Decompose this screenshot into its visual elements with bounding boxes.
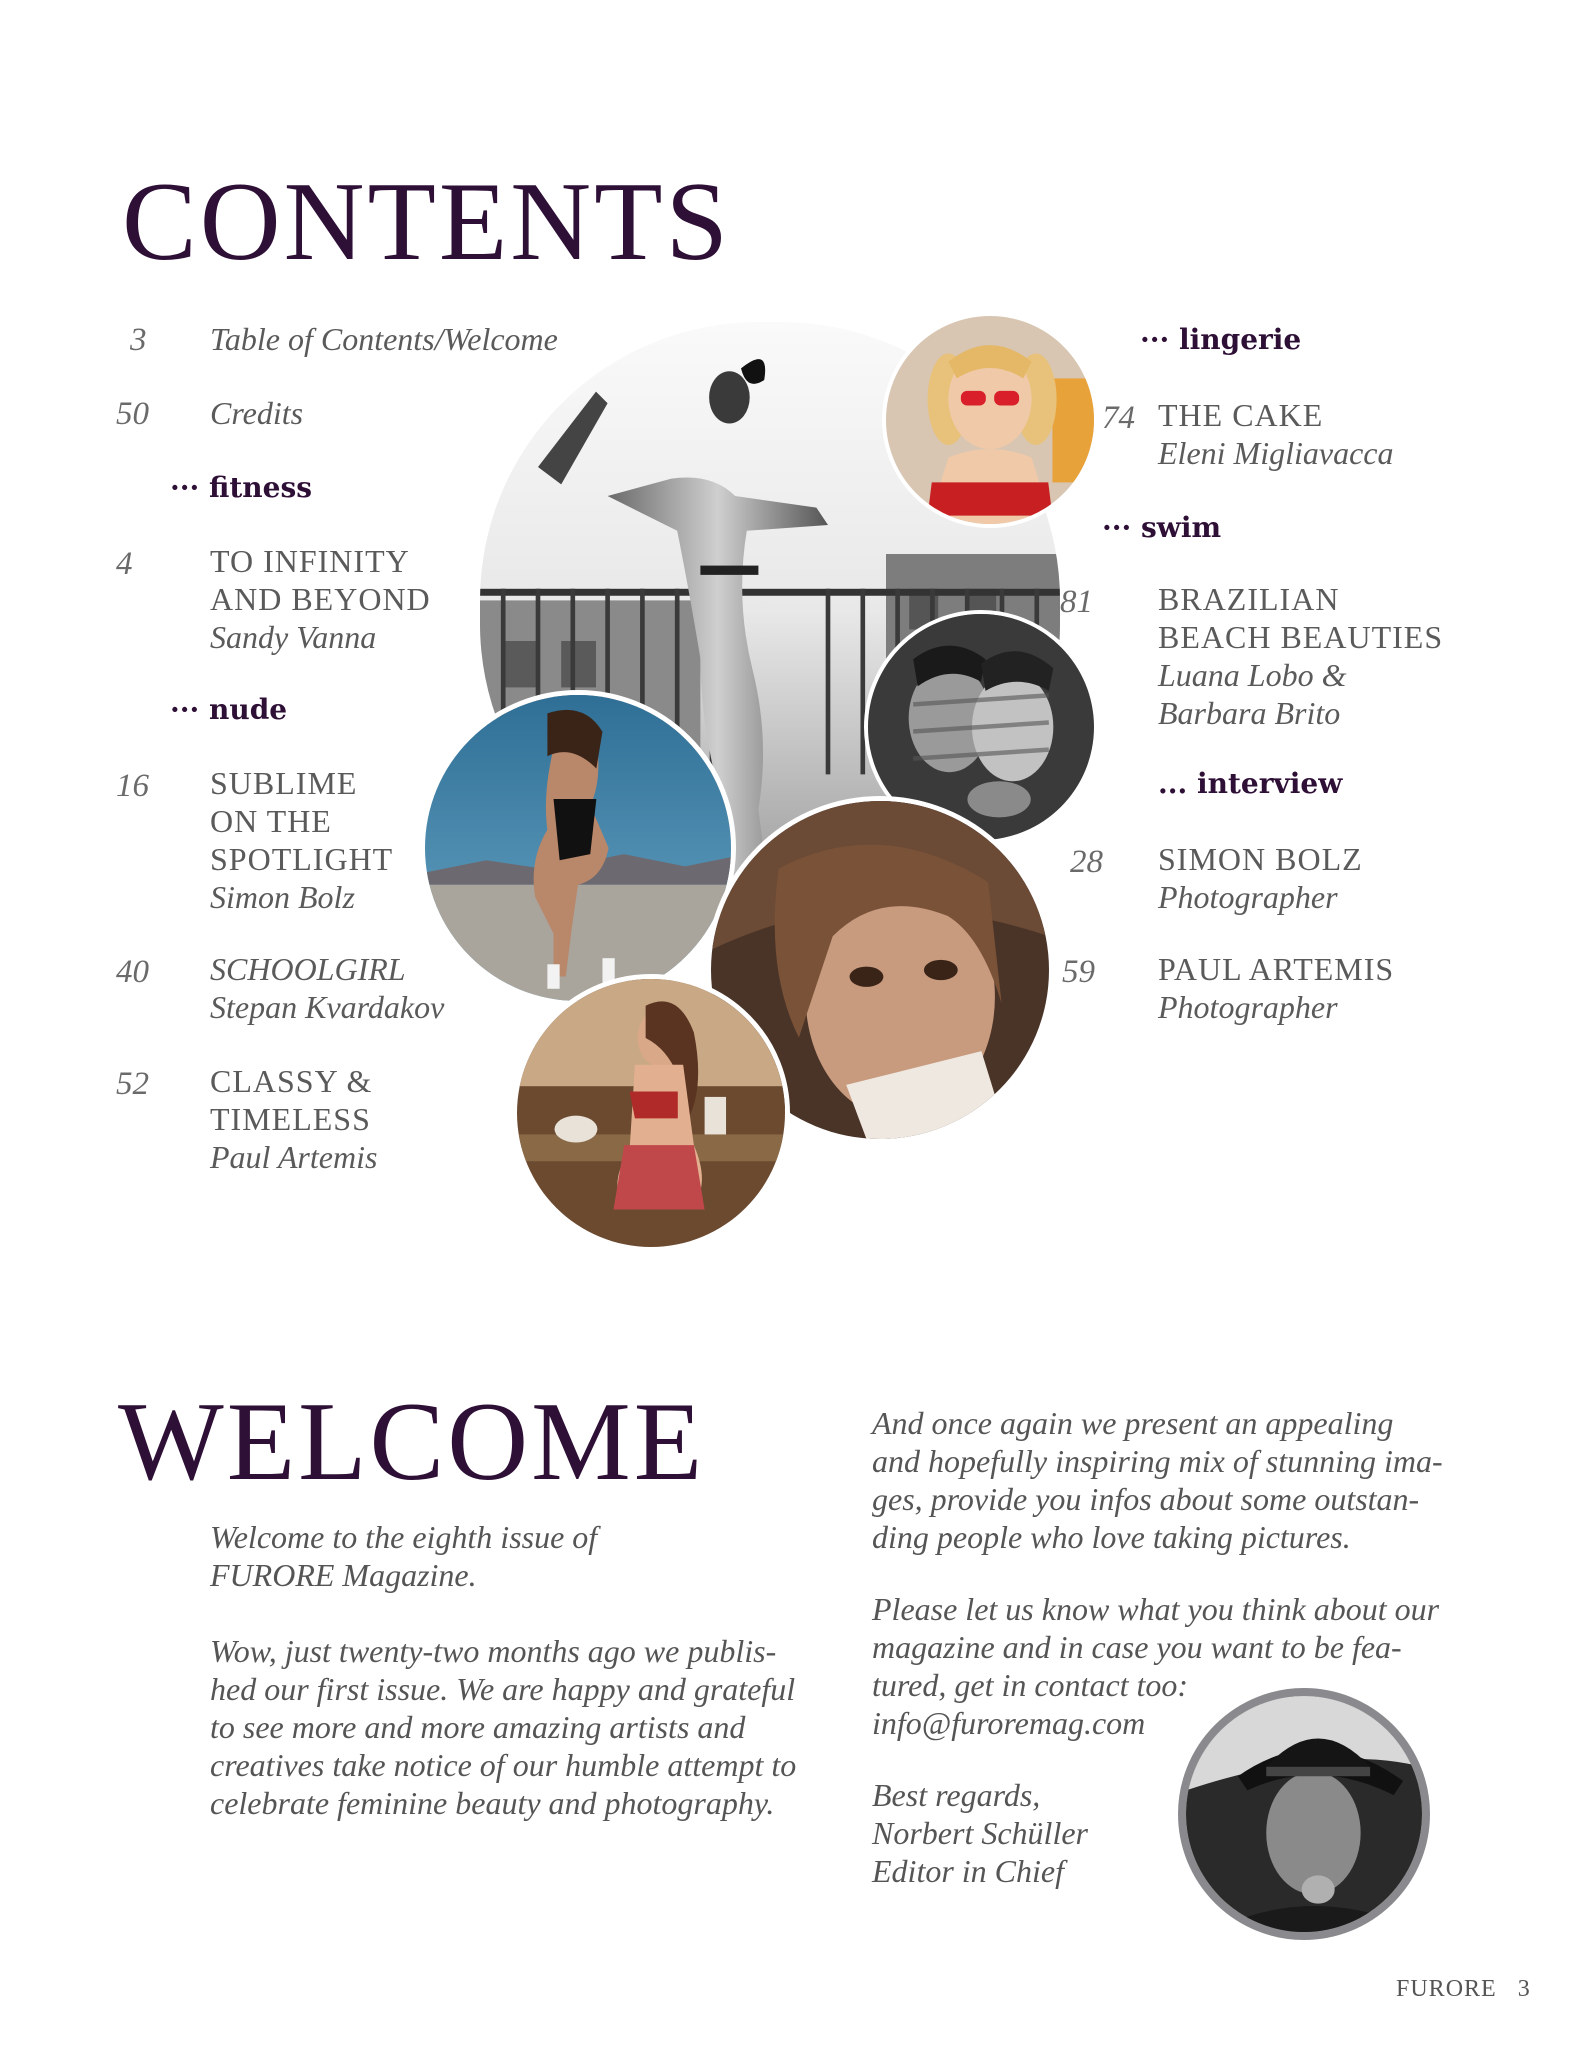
welcome-paragraph-1: Wow, just twenty-two months ago we publis- hed our first issue. We are happy and grateful to see more and more amazing artists and creatives take notice of our humble attempt to celebrate feminine beauty and photography. [210,1633,797,1821]
toc-author: Photographer [1158,879,1338,915]
toc-title-line: CLASSY & [210,1063,373,1099]
toc-author-line: Luana Lobo & [1158,657,1347,693]
toc-title: Credits [210,395,304,431]
toc-author: Eleni Migliavacca [1158,435,1394,471]
contents-heading: CONTENTS [122,160,731,284]
toc-page-number: 3 [130,322,147,358]
category-interview: ... interview [1158,767,1343,800]
toc-author: Photographer [1158,989,1338,1025]
footer-page-number: 3 [1517,1976,1531,2002]
toc-author: Stepan Kvardakov [210,989,445,1025]
toc-title-line: BRAZILIAN [1158,581,1340,617]
photo-kitchen-model [512,974,790,1252]
toc-page-number: 28 [1070,844,1103,880]
category-lingerie: ··· lingerie [1140,323,1302,356]
toc-title: PAUL ARTEMIS [1158,951,1395,987]
toc-author: Sandy Vanna [210,619,377,655]
toc-author: Paul Artemis [210,1139,378,1175]
toc-page-number: 59 [1062,954,1095,990]
toc-title-line: SPOTLIGHT [210,841,394,877]
toc-title: SCHOOLGIRL [210,951,406,987]
page-footer [1396,1976,1531,2003]
toc-author-line: Barbara Brito [1158,695,1341,731]
toc-title-line: ON THE [210,803,332,839]
photo-pigtails-model [882,312,1098,528]
toc-page-number: 16 [116,768,149,804]
toc-page-number: 52 [116,1066,149,1102]
toc-page-number: 50 [116,396,149,432]
category-fitness: ··· fitness [170,471,312,504]
toc-page-number: 81 [1060,584,1093,620]
toc-author: Simon Bolz [210,879,355,915]
toc-title: THE CAKE [1158,397,1324,433]
welcome-signoff: Best regards, Norbert Schüller Editor in Chief [872,1777,1088,1889]
toc-title-line: BEACH BEAUTIES [1158,619,1444,655]
category-swim: ··· swim [1102,511,1222,544]
toc-title: Table of Contents/Welcome [210,321,558,357]
photo-editor-portrait [1178,1688,1430,1940]
toc-title-line: TO INFINITY [210,543,410,579]
category-nude: ··· nude [170,693,288,726]
welcome-intro: Welcome to the eighth issue of FURORE Magazine. [210,1519,598,1593]
toc-title: SIMON BOLZ [1158,841,1363,877]
photo-desert-model [420,690,736,1006]
welcome-paragraph-3: Please let us know what you think about our magazine and in case you want to be fea- tured, get in contact too: info@furoremag.com [872,1591,1440,1741]
toc-page-number: 40 [116,954,149,990]
toc-page-number: 4 [116,546,133,582]
toc-title-line: AND BEYOND [210,581,431,617]
toc-title-line: TIMELESS [210,1101,371,1137]
toc-page-number: 74 [1102,400,1135,436]
toc-title-line: SUBLIME [210,765,358,801]
footer-brand: FURORE [1396,1976,1497,2002]
welcome-paragraph-2: And once again we present an appealing and hopefully inspiring mix of stunning ima- ges, provide you infos about some outstan- ding people who love taking pictures. [872,1405,1443,1555]
welcome-heading: WELCOME [118,1380,706,1504]
